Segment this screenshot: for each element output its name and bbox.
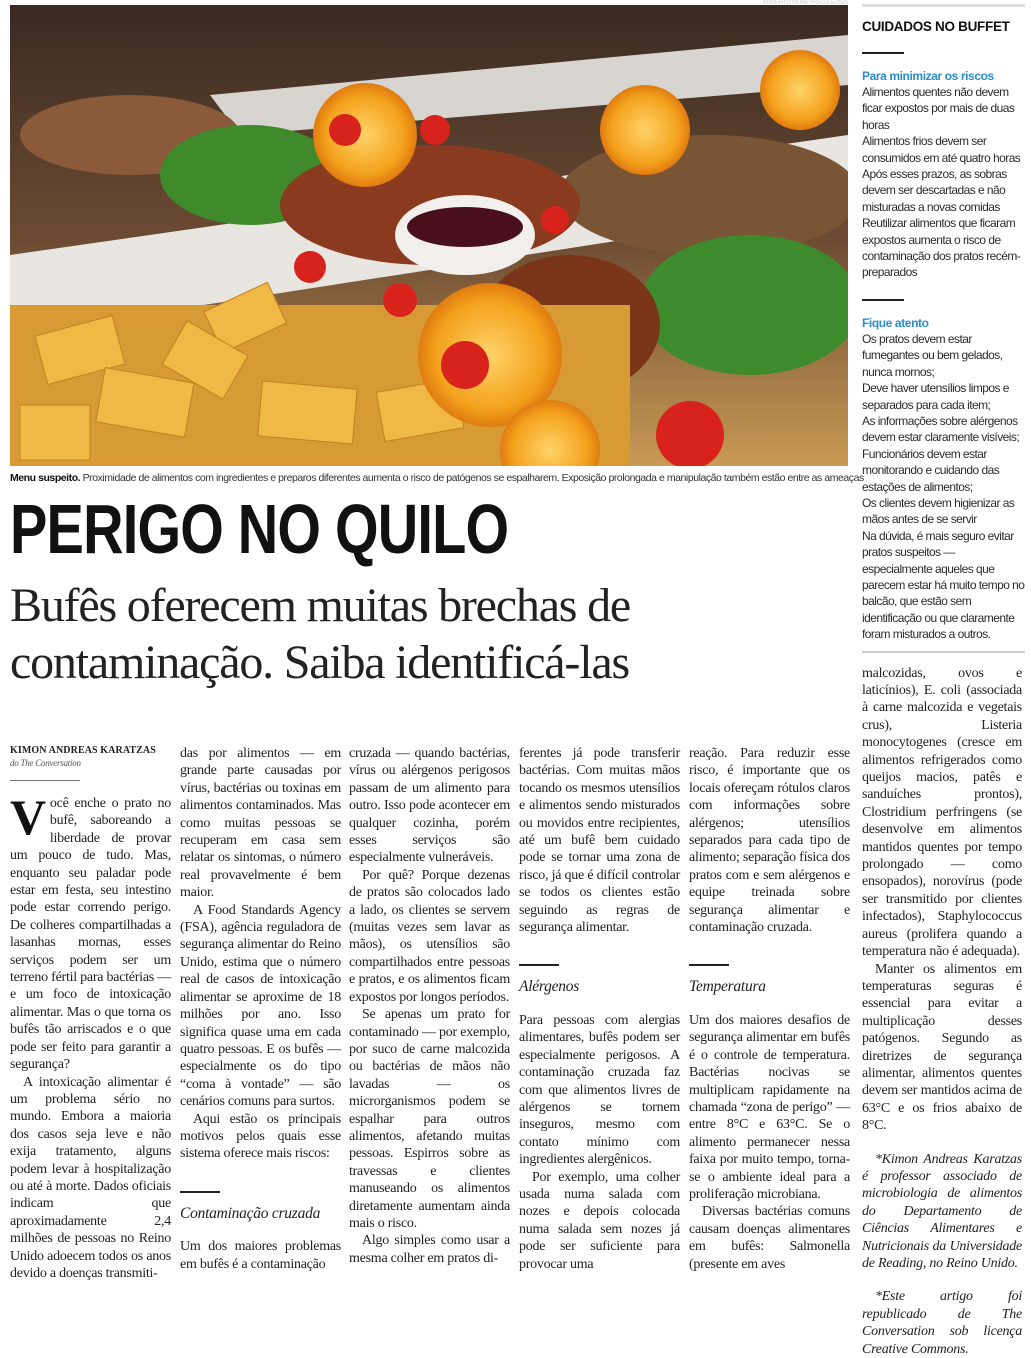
sidebar-item: Os pratos devem estar fumegantes ou bem gelados, nunca mornos; [862, 331, 1003, 379]
sidebar-top-rule [862, 4, 1025, 7]
sidebar-item: Reutilizar alimentos que ficaram expostos aumenta o risco de contaminação dos pratos recém-preparados [862, 216, 1021, 280]
article-paragraph: Um dos maiores desafios de segurança alimentar em bufês é o controle de temperatura. Bactérias nocivas se multiplicam rapidamente na chamada “zona de perigo” — entre 8°C e 63°C. Se o alimento permanecer nessa faixa por muito tempo, torna-se o ambiente ideal para a proliferação microbiana. [689, 1012, 850, 1202]
article-paragraph: Algo simples como usar a mesma colher em pratos di- [349, 1233, 510, 1266]
buffet-photo [10, 5, 848, 466]
section-heading: Alérgenos [519, 978, 580, 996]
section-heading: Contaminação cruzada [180, 1204, 321, 1222]
sidebar-item: Após esses prazos, as sobras devem ser descartadas e não misturadas a novas comidas [862, 167, 1007, 214]
sidebar-item: Alimentos frios devem ser consumidos em até quatro horas [862, 134, 1021, 165]
byline-author: KIMON ANDREAS KARATZAS [10, 745, 156, 756]
article-paragraph: Por exemplo, uma colher usada numa salada com nozes e depois colocada numa salada sem nozes já pode ser suficiente para provocar uma [519, 1169, 680, 1272]
sidebar-divider [862, 299, 904, 301]
article-paragraph: A intoxicação alimentar é um problema sério no mundo. Embora a maioria dos casos seja leve e não exija tratamento, alguns podem levar à hospitalização ou até à morte. Dados oficiais indicam que aproximadamente 2,4 milhões de pessoas no Reino Unido adoecem todos os anos devido a doenças transmiti- [10, 1074, 171, 1281]
sidebar-divider [862, 52, 904, 54]
article-paragraph: Um dos maiores problemas em bufês é a contaminação [180, 1239, 341, 1272]
sidebar-box [862, 4, 1025, 653]
article-paragraph: Para pessoas com alergias alimentares, bufês podem ser especialmente perigosos. A contaminação cruzada faz com que alimentos livres de alérgenos se tornem inseguros, mesmo com contato mínimo com ingredientes alergênicos. [519, 1012, 680, 1168]
article-paragraph: Se apenas um prato for contaminado — por exemplo, por suco de carne malcozida ou bactérias de mãos não lavadas — os microrganismos podem se espalhar para outros alimentos, afetando muitas pessoas. Espirros sobre as travessas e clientes manuseando os alimentos diretamente aumentam ainda mais o risco. [349, 1007, 510, 1231]
article-column-5 [689, 745, 850, 1273]
section-divider [689, 964, 729, 966]
sidebar-item: Deve haver utensílios limpos e separados para cada item; [862, 381, 1009, 412]
subheadline: Bufês oferecem muitas brechas de contaminação. Saiba identificá-las [10, 579, 630, 689]
right-rail [862, 0, 1025, 1358]
article-paragraph: reação. Para reduzir esse risco, é importante que os locais ofereçam rótulos claros com informações sobre alérgenos; utensílios separados para cada tipo de alimento; separação física dos pratos com e sem alérgenos e equipe treinada sobre segurança alimentar e contaminação cruzada. [689, 746, 850, 936]
section-divider [180, 1191, 220, 1193]
article-column-6 [862, 665, 1022, 1358]
article-column-3 [349, 745, 510, 1267]
headline: PERIGO NO QUILO [10, 490, 509, 568]
article-column-4 [519, 745, 680, 1273]
buffet-food-image [10, 5, 848, 466]
section-heading: Temperatura [689, 978, 766, 996]
sidebar-item: As informações sobre alérgenos devem estar claramente visíveis; [862, 413, 1020, 445]
drop-cap: V [10, 789, 46, 845]
sidebar-section-heading: Fique atento [862, 315, 929, 330]
article-paragraph: malcozidas, ovos e laticínios), E. coli (associada à carne malcozida e vegetais crus), Listeria monocytogenes (cresce em alimentos refrigerados como queijos macios, patês e sanduíches prontos), Clostridium perfringens (se desenvolve em alimentos mantidos quentes por tempo prolongado — como ensopados), norovírus (pode ser transmitido por clientes infectados), Staphylococcus aureus (prolifera quando a temperatura não é adequada). [862, 665, 1022, 960]
caption-text: Proximidade de alimentos com ingredientes e preparos diferentes aumenta o risco de patógenos se espalharem. Exposição prolongada e manipulação também estão entre as ameaças [80, 472, 864, 484]
article-column-1 [10, 745, 171, 1282]
article-paragraph: das por alimentos — em grande parte causadas por vírus, bactérias ou toxinas em alimentos contaminados. Mas como muitas pessoas se recuperam em casa sem relatar os sintomas, o número real provavelmente é bem maior. [180, 746, 341, 901]
republish-note: *Este artigo foi republicado de The Conversation sob licença Creative Commons. [862, 1289, 1022, 1357]
article-column-2 [180, 745, 341, 1273]
article-paragraph: cruzada — quando bactérias, vírus ou alérgenos perigosos passam de um alimento para outro. Isso pode acontecer em qualquer cozinha, porém esses serviços são especialmente vulneráveis. [349, 746, 510, 866]
sidebar-title: CUIDADOS NO BUFFET [862, 19, 1010, 34]
article-paragraph [10, 789, 171, 1074]
caption-lead: Menu suspeito. [10, 472, 81, 484]
section-divider [519, 964, 559, 966]
sidebar-item: Na dúvida, é mais seguro evitar pratos suspeitos — especialmente aqueles que parecem estar há muito tempo no balcão, que estão sem identificação ou que claramente foram misturados a outros. [862, 528, 1025, 642]
article-paragraph: Por quê? Porque dezenas de pratos são colocados lado a lado, os clientes se servem (muitas vezes sem lavar as mãos), os utensílios são compartilhados entre pessoas e pratos, e os alimentos ficam expostos por longos períodos. [349, 867, 510, 1005]
paragraph-text: ocê enche o prato no bufê, saboreando a liberdade de provar um pouco de tudo. Mas, enquanto seu paladar pode estar em festa, seu intestino pode estar correndo perigo. De colheres compartilhadas a lasanhas mornas, esses serviços podem ser um terreno fértil para bactérias — e um foco de intoxicação alimentar. Mas o que torna os bufês tão arriscados e o que pode ser feito para garantir a segurança? [10, 796, 171, 1073]
article-paragraph: Manter os alimentos em temperaturas seguras é essencial para evitar a multiplicação desses patógenos. Segundo as diretrizes de segurança alimentar, alimentos quentes devem ser mantidos acima de 63°C e os frios abaixo de 8°C. [862, 961, 1022, 1134]
article-paragraph: Diversas bactérias comuns causam doenças alimentares em bufês: Salmonella (presente em aves [689, 1204, 850, 1272]
sidebar-item: Os clientes devem higienizar as mãos antes de se servir [862, 495, 1015, 527]
sidebar-item: Alimentos quentes não devem ficar expostos por mais de duas horas [862, 85, 1015, 132]
sidebar-bottom-rule [862, 651, 1025, 653]
photo-credit: ROBERTO MOREYRA/22-5-2025 [762, 0, 848, 6]
article-paragraph: Aqui estão os principais motivos pelos quais esse sistema oferece mais riscos: [180, 1111, 341, 1162]
byline-source: do The Conversation [10, 758, 81, 768]
article-paragraph: ferentes já pode transferir bactérias. Com muitas mãos tocando os mesmos utensílios e alimentos sendo misturados ou movidos entre recipientes, até um bufê bem cuidado pode se tornar uma zona de risco, já que é difícil controlar se todos os clientes estão seguindo as regras de segurança alimentar. [519, 746, 680, 936]
author-note: *Kimon Andreas Karatzas é professor associado de microbiologia de alimentos do Departamento de Ciências Alimentares e Nutricionais da Universidade de Reading, no Reino Unido. [862, 1151, 1022, 1271]
sidebar-item: Funcionários devem estar monitorando e cuidando das estações de alimentos; [862, 446, 1000, 494]
byline-divider [10, 780, 80, 781]
article-paragraph: A Food Standards Agency (FSA), agência reguladora de segurança alimentar do Reino Unido, estima que o número real de casos de intoxicação alimentar se aproxime de 18 milhões por ano. Isso significa quase uma em cada quatro pessoas. E os bufês — especialmente os do tipo “coma à vontade” — são cenários comuns para surtos. [180, 902, 341, 1110]
sidebar-section-heading: Para minimizar os riscos [862, 69, 994, 83]
photo-caption [10, 472, 864, 484]
